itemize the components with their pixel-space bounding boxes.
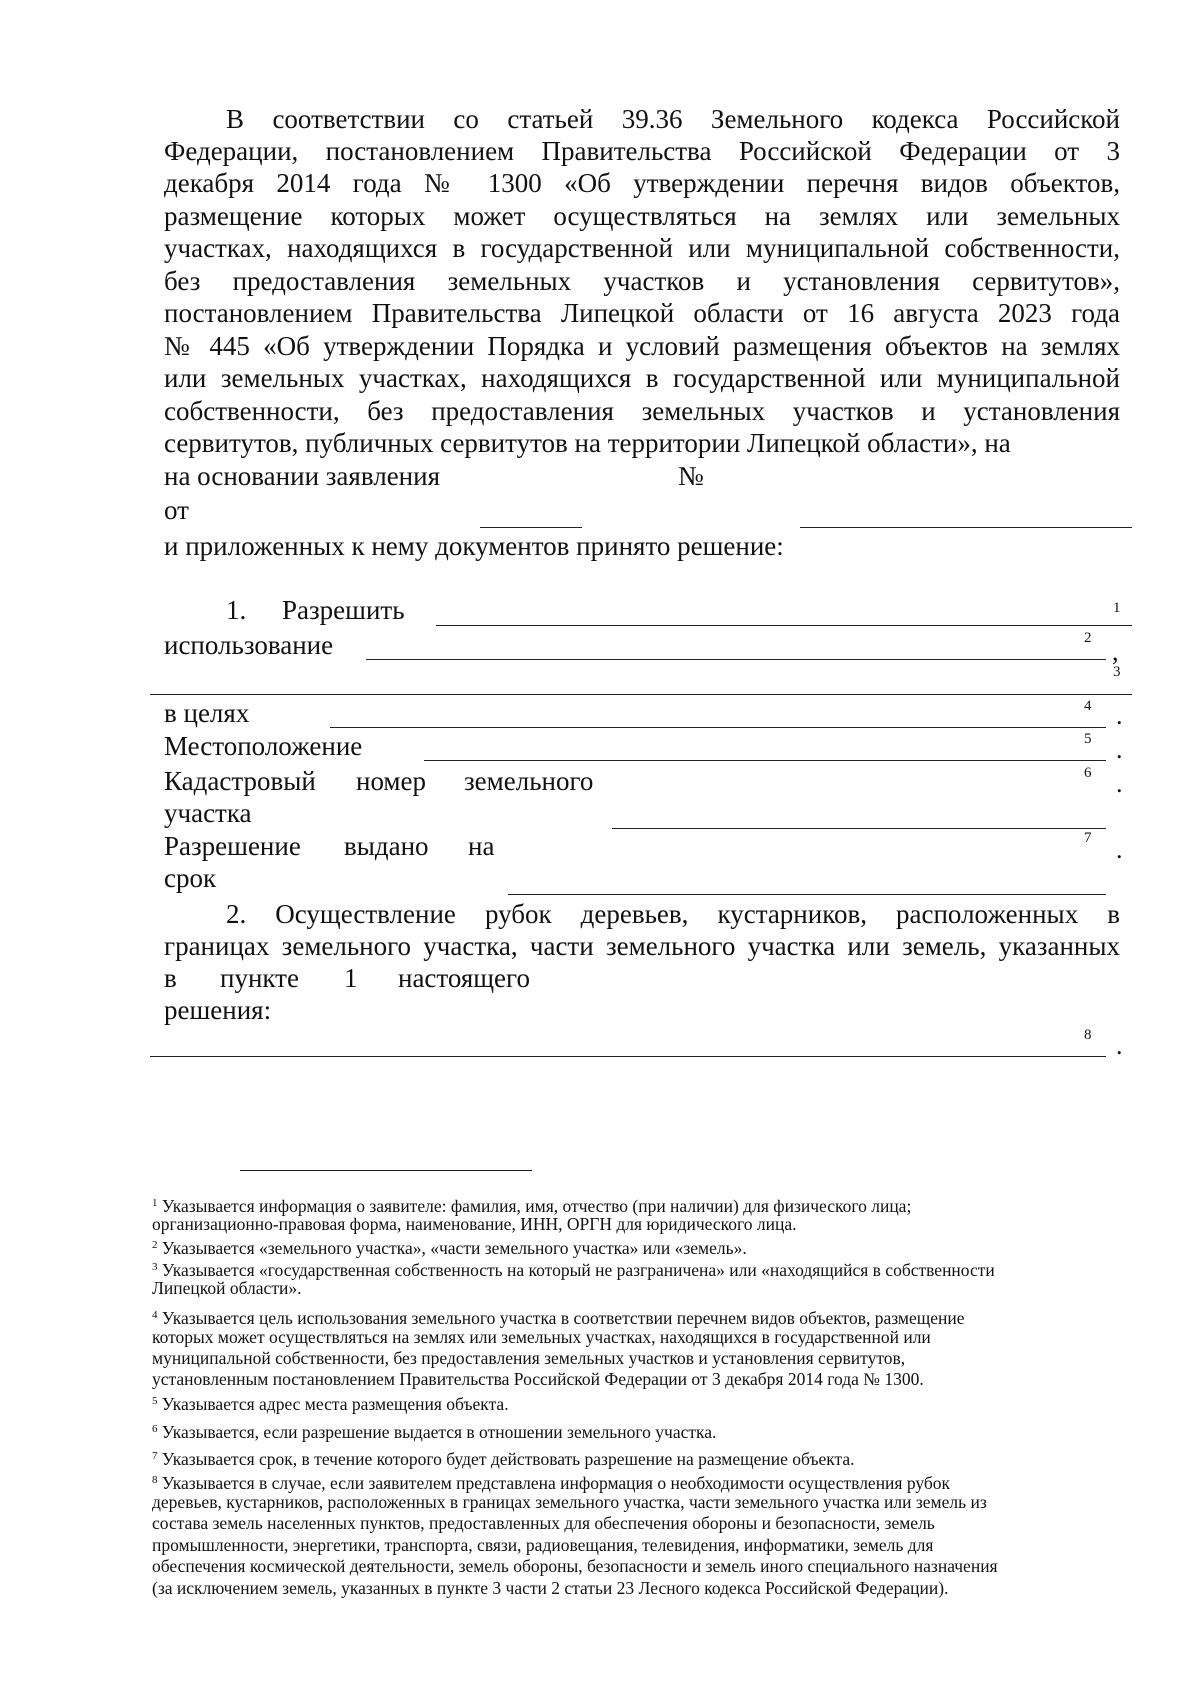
cadastral-period: . xyxy=(1116,769,1123,798)
footnote-4-line-4: установленным постановлением Правительства Российской Федерации от 3 декабря 2014 года № 1300. xyxy=(152,1369,924,1389)
preamble-line-7: постановлением Правительства Липецкой области от 16 августа 2023 года xyxy=(164,298,1120,328)
footnote-3-line-1: $^3$ Указывается «государственная собственность на который не разграничена» или «находящийся в собственности xyxy=(152,1260,995,1280)
footnote-1-number: 1 xyxy=(152,1197,158,1209)
footnote-marker-2: 2 xyxy=(1084,630,1092,646)
footnote-separator xyxy=(240,1170,532,1171)
item2-line-3-word-2: пункте xyxy=(220,963,299,993)
preamble-line-1: В соответствии со статьей 39.36 Земельного кодекса Российской xyxy=(226,104,1120,134)
footnote-8-number: 8 xyxy=(152,1474,158,1486)
decision-intro: и приложенных к нему документов принято решение: xyxy=(164,531,784,561)
applicant-number-blank-line xyxy=(800,527,1132,528)
footnote-2-number: 2 xyxy=(152,1239,158,1251)
footnote-8-line-6: (за исключением земель, указанных в пункте 3 части 2 статьи 23 Лесного кодекса Российской Федерации). xyxy=(152,1578,949,1598)
footnote-3-number: 3 xyxy=(152,1261,158,1273)
footnote-3-line-2: Липецкой области». xyxy=(152,1278,302,1298)
footnote-marker-8: 8 xyxy=(1084,1027,1092,1043)
use-label: использование xyxy=(164,630,334,660)
footnote-marker-1: 1 xyxy=(1113,600,1121,616)
footnote-8-line-2: деревьев, кустарников, расположенных в границах земельного участка, части земельного участка или земель из xyxy=(152,1492,987,1512)
footnote-4-line-3: муниципальной собственности, без предоставления земельных участков и установления сервитутов, xyxy=(152,1348,906,1368)
date-blank-line xyxy=(480,527,582,528)
term-label-word-3: на xyxy=(468,831,495,861)
preamble-line-8: № 445 «Об утверждении Порядка и условий размещения объектов на землях xyxy=(164,331,1120,361)
item2-line-3-word-4: настоящего xyxy=(398,963,530,993)
footnote-7: $^7$ Указывается срок, в течение которого будет действовать разрешение на размещение объекта. xyxy=(152,1449,855,1469)
permit-label: Разрешить xyxy=(282,595,405,625)
footnote-1-line-2: организационно-правовая форма, наименование, ИНН, ОРГН для юридического лица. xyxy=(152,1214,797,1234)
term-blank-line xyxy=(508,894,1106,895)
footnote-6: $^6$ Указывается, если разрешение выдается в отношении земельного участка. xyxy=(152,1422,717,1442)
purpose-label: в целях xyxy=(164,698,250,728)
term-label-line-2: срок xyxy=(164,863,217,893)
footnote-5: $^5$ Указывается адрес места размещения объекта. xyxy=(152,1394,509,1414)
purpose-period: . xyxy=(1116,701,1123,730)
location-label: Местоположение xyxy=(164,731,363,761)
preamble-line-6: без предоставления земельных участков и установления сервитутов», xyxy=(164,266,1120,296)
footnote-8-line-1: $^8$ Указывается в случае, если заявителем представлена информация о необходимости осуществления рубок xyxy=(152,1473,951,1493)
footnote-marker-4: 4 xyxy=(1084,698,1092,714)
footnote-8-line-3: состава земель населенных пунктов, предоставленных для обеспечения обороны и безопасности, земель xyxy=(152,1513,935,1533)
footnote-8-line-4: промышленности, энергетики, транспорта, связи, радиовещания, телевидения, информатики, земель для xyxy=(152,1535,934,1555)
footnote-2: $^2$ Указывается «земельного участка», «части земельного участка» или «земель». xyxy=(152,1238,747,1258)
footnote-marker-3: 3 xyxy=(1113,664,1121,680)
footnote-7-number: 7 xyxy=(152,1450,158,1462)
footnote-marker-7: 7 xyxy=(1084,830,1092,846)
footnote-4-line-2: которых может осуществляться на землях или земельных участках, находящихся в государственной или xyxy=(152,1327,931,1347)
term-label-word-2: выдано xyxy=(344,831,429,861)
use-comma: , xyxy=(1112,637,1119,666)
preamble-line-11: сервитутов, публичных сервитутов на территории Липецкой области», на xyxy=(164,428,1011,458)
footnote-5-number: 5 xyxy=(152,1395,158,1407)
term-period: . xyxy=(1116,835,1123,864)
location-period: . xyxy=(1116,735,1123,764)
cadastral-label-word-3: земельного xyxy=(464,766,594,796)
cadastral-blank-line xyxy=(612,828,1106,829)
cadastral-label-line-2: участка xyxy=(164,798,252,828)
footnote-marker-5: 5 xyxy=(1084,731,1092,747)
use-blank-line xyxy=(366,659,1106,660)
preamble-line-4: размещение которых может осуществляться на землях или земельных xyxy=(164,201,1120,231)
footnote-4-number: 4 xyxy=(152,1309,158,1321)
preamble-line-2: Федерации, постановлением Правительства Российской Федерации от 3 xyxy=(164,136,1120,166)
number-sign: № xyxy=(678,461,704,491)
footnote-6-number: 6 xyxy=(152,1423,158,1435)
item2-line-3-word-1: в xyxy=(164,963,177,993)
footnote-marker-6: 6 xyxy=(1084,765,1092,781)
preamble-line-5: участках, находящихся в государственной или муниципальной собственности, xyxy=(164,233,1120,263)
felling-blank-line xyxy=(150,1056,1106,1057)
felling-period: . xyxy=(1116,1031,1123,1060)
cadastral-label-word-1: Кадастровый xyxy=(164,766,316,796)
footnote-1-line-1: $^1$ Указывается информация о заявителе: фамилия, имя, отчество (при наличии) для физического лица; xyxy=(152,1196,912,1216)
item1-number: 1. xyxy=(226,595,247,625)
preamble-line-9: или земельных участках, находящихся в государственной или муниципальной xyxy=(164,363,1120,393)
preamble-line-10: собственности, без предоставления земельных участков и установления xyxy=(164,396,1120,426)
cadastral-label-word-2: номер xyxy=(356,766,427,796)
ownership-blank-line xyxy=(150,694,1132,695)
item2-line-3-word-3: 1 xyxy=(344,963,358,993)
item2-line-1: 2. Осуществление рубок деревьев, кустарников, расположенных в xyxy=(226,899,1120,929)
item2-line-2: границах земельного участка, части земельного участка или земель, указанных xyxy=(164,931,1120,961)
location-blank-line xyxy=(424,760,1106,761)
preamble-line-3: декабря 2014 года № 1300 «Об утверждении перечня видов объектов, xyxy=(164,168,1120,198)
term-label-word-1: Разрешение xyxy=(164,831,301,861)
footnote-4-line-1: $^4$ Указывается цель использования земельного участка в соответствии перечнем видов объектов, размещение xyxy=(152,1308,965,1328)
purpose-blank-line xyxy=(330,727,1106,728)
item2-line-4: решения: xyxy=(164,995,272,1025)
from-label: от xyxy=(164,495,189,525)
footnote-8-line-5: обеспечения космической деятельности, земель обороны, безопасности и земель иного специального назначения xyxy=(152,1556,998,1576)
permit-blank-line xyxy=(436,625,1132,626)
basis-label: на основании заявления xyxy=(164,461,440,491)
